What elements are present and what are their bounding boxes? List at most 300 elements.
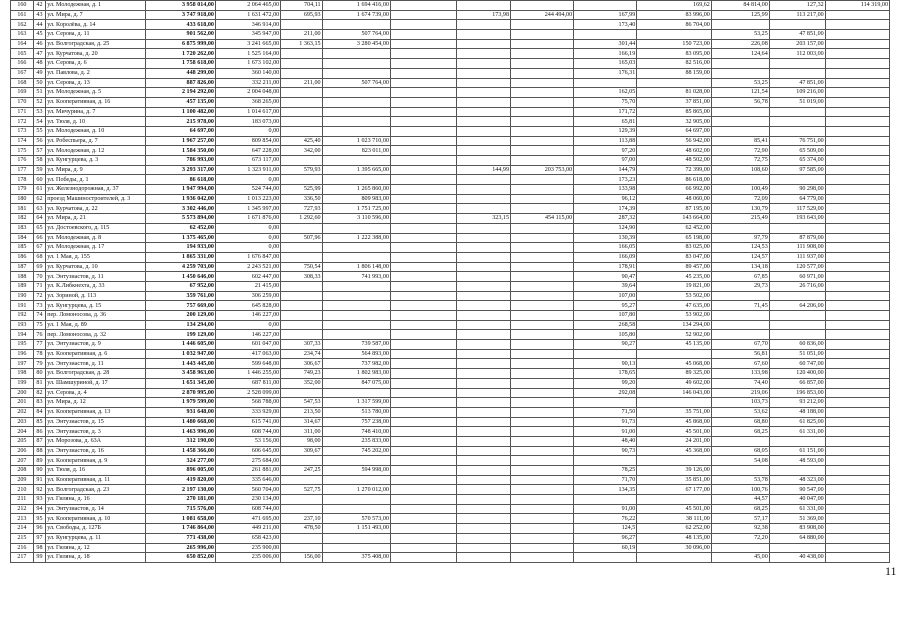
cell-cost-part-3 — [511, 301, 574, 311]
cell-cost-part-3 — [511, 369, 574, 379]
cell-house-number: 76 — [33, 330, 45, 340]
cell-rate-1: 268,58 — [574, 320, 637, 330]
cell-cost-part-2: 1 802 983,00 — [322, 369, 390, 379]
cell-amount-2: 51 051,00 — [769, 349, 825, 359]
cell-empty-col — [390, 330, 456, 340]
table-row — [11, 398, 890, 408]
cell-empty-end — [825, 369, 889, 379]
table-row — [11, 514, 890, 524]
cell-address: ул. Кунгурцева, д. 3 — [46, 156, 145, 166]
cell-cost-part-3 — [511, 107, 574, 117]
cell-amount-2: 61 151,00 — [769, 446, 825, 456]
cell-rate-2: 71,45 — [711, 301, 769, 311]
cell-address: ул. Энтузиастов, д. 9 — [46, 340, 145, 350]
cell-empty-end — [825, 456, 889, 466]
cell-cost-part-2: 1 806 148,00 — [322, 262, 390, 272]
cell-cost-part-2: 809 983,00 — [322, 194, 390, 204]
cell-empty-col — [390, 68, 456, 78]
cell-rate-1: 65,81 — [574, 117, 637, 127]
cell-row-number: 200 — [11, 388, 34, 398]
cell-empty-col — [390, 30, 456, 40]
cell-empty-end — [825, 156, 889, 166]
cell-cost-part-2: 594 998,00 — [322, 466, 390, 476]
cell-cost-part-3 — [511, 156, 574, 166]
cell-empty-col — [390, 475, 456, 485]
cell-empty-col — [390, 417, 456, 427]
cell-area-1: 704,11 — [281, 1, 322, 11]
cell-rate-1: 166,19 — [574, 49, 637, 59]
cell-row-number: 201 — [11, 398, 34, 408]
cell-house-number: 51 — [33, 88, 45, 98]
cell-area-1 — [281, 175, 322, 185]
cell-address: ул. Энтузиастов, д. 15 — [46, 417, 145, 427]
cell-empty-col — [390, 39, 456, 49]
cell-area-1 — [281, 388, 322, 398]
table-row — [11, 359, 890, 369]
table-row — [11, 407, 890, 417]
cell-area-2: 144,99 — [457, 165, 511, 175]
cell-amount-2: 83 908,00 — [769, 524, 825, 534]
cell-area-2 — [457, 301, 511, 311]
cell-area-1: 247,25 — [281, 466, 322, 476]
table-row — [11, 20, 890, 30]
cell-amount-2: 97 585,00 — [769, 165, 825, 175]
table-row — [11, 88, 890, 98]
cell-amount-1: 83 025,00 — [637, 243, 712, 253]
cell-area-1 — [281, 281, 322, 291]
cell-amount-2 — [769, 117, 825, 127]
cell-amount-2: 26 716,00 — [769, 281, 825, 291]
cell-cost-part-1: 809 854,00 — [215, 136, 280, 146]
table-row — [11, 156, 890, 166]
cell-rate-1: 167,99 — [574, 10, 637, 20]
cell-row-number: 161 — [11, 10, 34, 20]
cell-rate-2: 53,62 — [711, 407, 769, 417]
cell-area-1: 727,93 — [281, 204, 322, 214]
cell-amount-2: 61 825,00 — [769, 417, 825, 427]
cell-area-1: 336,50 — [281, 194, 322, 204]
cell-row-number: 164 — [11, 39, 34, 49]
cell-row-number: 210 — [11, 485, 34, 495]
cell-cost-part-3: 244 494,00 — [511, 10, 574, 20]
cell-cost-part-3: 203 753,00 — [511, 165, 574, 175]
cell-area-2 — [457, 156, 511, 166]
cell-cost-part-2 — [322, 175, 390, 185]
cell-rate-2: 67,60 — [711, 359, 769, 369]
cell-empty-end — [825, 311, 889, 321]
cell-area-2 — [457, 398, 511, 408]
cell-address: ул. Гиляна, д. 12 — [46, 543, 145, 553]
cell-amount-1: 66 992,00 — [637, 185, 712, 195]
cell-amount-2: 65 509,00 — [769, 146, 825, 156]
cell-house-number: 68 — [33, 252, 45, 262]
table-row — [11, 175, 890, 185]
cell-cost-part-1: 235 900,00 — [215, 543, 280, 553]
page-number: 11 — [885, 564, 897, 578]
cell-rate-2: 100,76 — [711, 485, 769, 495]
cell-house-number: 84 — [33, 407, 45, 417]
cell-rate-1: 124,90 — [574, 223, 637, 233]
cell-amount-2: 109 216,00 — [769, 88, 825, 98]
cell-amount-2: 87 879,00 — [769, 233, 825, 243]
cell-cost-part-1: 1 673 102,00 — [215, 59, 280, 69]
cell-amount-1: 67 177,00 — [637, 485, 712, 495]
cell-empty-end — [825, 233, 889, 243]
cell-area-2: 173,98 — [457, 10, 511, 20]
cell-address: ул. 1 Мая, д. 155 — [46, 252, 145, 262]
cell-empty-end — [825, 485, 889, 495]
cell-total-cost: 312 190,00 — [145, 436, 215, 446]
cell-rate-2 — [711, 311, 769, 321]
cell-amount-2 — [769, 20, 825, 30]
cell-rate-1: 78,25 — [574, 466, 637, 476]
cell-empty-end — [825, 533, 889, 543]
cell-row-number: 190 — [11, 291, 34, 301]
cell-house-number: 60 — [33, 175, 45, 185]
cell-total-cost: 448 299,00 — [145, 68, 215, 78]
cell-total-cost: 1 480 668,00 — [145, 417, 215, 427]
cell-total-cost: 1 100 482,00 — [145, 107, 215, 117]
cell-empty-end — [825, 495, 889, 505]
cell-empty-end — [825, 291, 889, 301]
cell-area-2 — [457, 175, 511, 185]
cell-rate-1 — [574, 456, 637, 466]
cell-amount-1: 45 135,00 — [637, 340, 712, 350]
cell-empty-col — [390, 349, 456, 359]
cell-area-1 — [281, 330, 322, 340]
cell-total-cost: 215 978,00 — [145, 117, 215, 127]
cell-address: ул. Победы, д. 1 — [46, 175, 145, 185]
cell-rate-2: 226,08 — [711, 39, 769, 49]
cell-cost-part-1: 0,00 — [215, 320, 280, 330]
cell-cost-part-2: 1 751 725,00 — [322, 204, 390, 214]
cell-cost-part-1: 333 929,00 — [215, 407, 280, 417]
cell-area-2 — [457, 427, 511, 437]
cell-address: ул. Шамшуриной, д. 17 — [46, 378, 145, 388]
cell-total-cost: 1 936 042,00 — [145, 194, 215, 204]
cell-area-1 — [281, 88, 322, 98]
cell-rate-2: 29,73 — [711, 281, 769, 291]
cell-rate-1: 171,72 — [574, 107, 637, 117]
cell-cost-part-2: 375 408,00 — [322, 553, 390, 563]
cell-area-1 — [281, 301, 322, 311]
cell-row-number: 197 — [11, 359, 34, 369]
cell-row-number: 217 — [11, 553, 34, 563]
cell-area-1 — [281, 456, 322, 466]
cell-rate-1: 174,39 — [574, 204, 637, 214]
cell-area-2 — [457, 514, 511, 524]
cell-cost-part-1: 1 446 255,00 — [215, 369, 280, 379]
cell-total-cost: 199 129,00 — [145, 330, 215, 340]
cell-rate-2: 45,00 — [711, 553, 769, 563]
cell-empty-col — [390, 514, 456, 524]
cell-house-number: 86 — [33, 427, 45, 437]
cell-cost-part-3 — [511, 495, 574, 505]
cell-row-number: 167 — [11, 68, 34, 78]
cell-amount-2: 120 577,00 — [769, 262, 825, 272]
cell-amount-1: 53 902,00 — [637, 311, 712, 321]
cell-rate-1: 97,00 — [574, 156, 637, 166]
cell-rate-1: 133,98 — [574, 185, 637, 195]
cell-cost-part-2 — [322, 49, 390, 59]
cell-amount-2: 111 937,00 — [769, 252, 825, 262]
cell-empty-end: 114 319,00 — [825, 1, 889, 11]
cell-total-cost: 1 463 996,00 — [145, 427, 215, 437]
cell-house-number: 72 — [33, 291, 45, 301]
cell-amount-1: 48 502,00 — [637, 156, 712, 166]
cell-empty-end — [825, 272, 889, 282]
cell-row-number: 160 — [11, 1, 34, 11]
cell-cost-part-3 — [511, 281, 574, 291]
cell-rate-1: 130,39 — [574, 233, 637, 243]
cell-area-2 — [457, 495, 511, 505]
cell-rate-1: 91,00 — [574, 427, 637, 437]
cell-rate-2: 108,60 — [711, 165, 769, 175]
cell-empty-col — [390, 146, 456, 156]
cell-row-number: 168 — [11, 78, 34, 88]
cell-house-number: 65 — [33, 223, 45, 233]
table-row — [11, 233, 890, 243]
cell-house-number: 46 — [33, 39, 45, 49]
cell-area-1: 307,33 — [281, 340, 322, 350]
cell-cost-part-2 — [322, 252, 390, 262]
cell-house-number: 47 — [33, 49, 45, 59]
cell-empty-col — [390, 156, 456, 166]
cell-address: ул. Мичурина, д. 7 — [46, 107, 145, 117]
cell-row-number: 182 — [11, 214, 34, 224]
cell-area-2 — [457, 291, 511, 301]
cell-rate-1: 75,70 — [574, 97, 637, 107]
cell-area-2 — [457, 311, 511, 321]
cell-cost-part-3 — [511, 252, 574, 262]
cell-cost-part-1: 146 227,00 — [215, 330, 280, 340]
cell-rate-1: 90,27 — [574, 340, 637, 350]
cell-total-cost: 887 826,00 — [145, 78, 215, 88]
cell-empty-col — [390, 291, 456, 301]
cell-area-1: 314,67 — [281, 417, 322, 427]
cell-rate-2: 100,49 — [711, 185, 769, 195]
cell-total-cost: 5 573 894,00 — [145, 214, 215, 224]
cell-total-cost: 1 032 947,00 — [145, 349, 215, 359]
cell-amount-1: 85 865,00 — [637, 107, 712, 117]
cell-area-2 — [457, 388, 511, 398]
cell-total-cost: 1 967 257,00 — [145, 136, 215, 146]
cell-rate-1: 166,09 — [574, 252, 637, 262]
cell-area-1 — [281, 97, 322, 107]
cell-amount-1: 45 868,00 — [637, 417, 712, 427]
cell-house-number: 73 — [33, 301, 45, 311]
cell-rate-2: 84 814,00 — [711, 1, 769, 11]
cell-address: ул. Зориной, д. 113 — [46, 291, 145, 301]
cell-cost-part-1: 471 695,00 — [215, 514, 280, 524]
cell-empty-end — [825, 88, 889, 98]
cell-amount-1: 45 501,00 — [637, 504, 712, 514]
cell-cost-part-1: 673 117,00 — [215, 156, 280, 166]
cell-area-1: 478,50 — [281, 524, 322, 534]
cell-row-number: 171 — [11, 107, 34, 117]
cell-area-1: 579,93 — [281, 165, 322, 175]
cell-empty-end — [825, 185, 889, 195]
cell-amount-1: 62 452,00 — [637, 223, 712, 233]
cell-empty-col — [390, 407, 456, 417]
cell-rate-2: 68,25 — [711, 427, 769, 437]
table-row — [11, 485, 890, 495]
cell-address: ул. Курчатова, д. 22 — [46, 204, 145, 214]
cell-address: ул. Энтузиастов, д. 11 — [46, 272, 145, 282]
cell-rate-1: 166,05 — [574, 243, 637, 253]
cell-amount-1: 87 195,00 — [637, 204, 712, 214]
table-row — [11, 146, 890, 156]
cell-row-number: 206 — [11, 446, 34, 456]
cell-empty-end — [825, 30, 889, 40]
cell-total-cost: 4 259 703,00 — [145, 262, 215, 272]
cell-area-1: 507,96 — [281, 233, 322, 243]
cell-cost-part-2 — [322, 533, 390, 543]
cell-area-1 — [281, 126, 322, 136]
cell-rate-1 — [574, 30, 637, 40]
cell-address: ул. Волгоградская, д. 23 — [46, 485, 145, 495]
cell-area-1: 234,74 — [281, 349, 322, 359]
table-row — [11, 126, 890, 136]
cell-area-2 — [457, 136, 511, 146]
cell-address: ул. Мира, д. 9 — [46, 165, 145, 175]
cell-address: ул. Робеспьера, д. 7 — [46, 136, 145, 146]
cell-rate-2 — [711, 175, 769, 185]
cell-rate-1: 91,00 — [574, 504, 637, 514]
cell-cost-part-1: 599 648,00 — [215, 359, 280, 369]
cell-cost-part-2: 1 265 860,00 — [322, 185, 390, 195]
cell-row-number: 174 — [11, 136, 34, 146]
cell-cost-part-3 — [511, 320, 574, 330]
cell-row-number: 194 — [11, 330, 34, 340]
cell-amount-2: 51 019,00 — [769, 97, 825, 107]
cell-area-2 — [457, 504, 511, 514]
cell-row-number: 209 — [11, 475, 34, 485]
table-row — [11, 59, 890, 69]
cell-cost-part-1: 332 211,00 — [215, 78, 280, 88]
cell-amount-1: 45 068,00 — [637, 359, 712, 369]
cell-total-cost: 86 618,00 — [145, 175, 215, 185]
cell-rate-2: 68,05 — [711, 446, 769, 456]
cell-area-2 — [457, 243, 511, 253]
cell-cost-part-3 — [511, 1, 574, 11]
cell-amount-2 — [769, 291, 825, 301]
cell-house-number: 98 — [33, 543, 45, 553]
cell-total-cost: 1 446 605,00 — [145, 340, 215, 350]
cell-cost-part-2 — [322, 291, 390, 301]
cell-rate-1: 97,20 — [574, 146, 637, 156]
cell-area-1: 352,00 — [281, 378, 322, 388]
cell-rate-2: 125,99 — [711, 10, 769, 20]
cell-amount-2 — [769, 126, 825, 136]
cell-rate-2 — [711, 330, 769, 340]
cell-row-number: 186 — [11, 252, 34, 262]
cell-empty-col — [390, 456, 456, 466]
cell-house-number: 96 — [33, 524, 45, 534]
cell-area-2 — [457, 340, 511, 350]
cell-rate-1 — [574, 553, 637, 563]
cell-house-number: 74 — [33, 311, 45, 321]
cell-total-cost: 786 993,00 — [145, 156, 215, 166]
cell-rate-1: 134,35 — [574, 485, 637, 495]
cell-rate-2: 44,57 — [711, 495, 769, 505]
cell-amount-1: 89 325,00 — [637, 369, 712, 379]
cell-amount-1: 72 399,00 — [637, 165, 712, 175]
cell-cost-part-1: 0,00 — [215, 175, 280, 185]
cell-cost-part-2: 748 410,00 — [322, 427, 390, 437]
cell-rate-1: 60,19 — [574, 543, 637, 553]
cell-rate-2: 72,20 — [711, 533, 769, 543]
cell-total-cost: 901 562,00 — [145, 30, 215, 40]
cell-rate-1: 165,03 — [574, 59, 637, 69]
cell-house-number: 80 — [33, 369, 45, 379]
table-row — [11, 524, 890, 534]
cell-house-number: 49 — [33, 68, 45, 78]
cell-cost-part-3 — [511, 436, 574, 446]
cell-row-number: 177 — [11, 165, 34, 175]
cell-house-number: 77 — [33, 340, 45, 350]
cell-area-1 — [281, 533, 322, 543]
cell-area-1: 213,50 — [281, 407, 322, 417]
cell-rate-1: 91,73 — [574, 417, 637, 427]
cell-cost-part-2 — [322, 388, 390, 398]
cell-area-2 — [457, 126, 511, 136]
cell-empty-col — [390, 194, 456, 204]
cell-empty-col — [390, 272, 456, 282]
cell-address: проезд Машиностроителей, д. 3 — [46, 194, 145, 204]
cell-area-1 — [281, 68, 322, 78]
cell-cost-part-3 — [511, 59, 574, 69]
cell-amount-2 — [769, 311, 825, 321]
cell-rate-2: 124,53 — [711, 243, 769, 253]
cell-rate-2: 72,75 — [711, 156, 769, 166]
cell-row-number: 163 — [11, 30, 34, 40]
cell-house-number: 52 — [33, 97, 45, 107]
cell-cost-part-1: 21 415,00 — [215, 281, 280, 291]
cell-empty-end — [825, 117, 889, 127]
cell-area-1 — [281, 495, 322, 505]
cell-cost-part-2 — [322, 68, 390, 78]
cell-amount-1: 39 126,00 — [637, 466, 712, 476]
table-row — [11, 446, 890, 456]
cell-area-1 — [281, 59, 322, 69]
table-row — [11, 533, 890, 543]
cell-cost-part-3 — [511, 378, 574, 388]
cell-empty-col — [390, 524, 456, 534]
cell-cost-part-3 — [511, 524, 574, 534]
cell-total-cost: 3 293 317,00 — [145, 165, 215, 175]
cell-area-1: 211,00 — [281, 78, 322, 88]
cell-amount-2 — [769, 320, 825, 330]
cell-amount-1: 48 135,00 — [637, 533, 712, 543]
cell-area-1 — [281, 252, 322, 262]
cell-amount-1: 47 635,00 — [637, 301, 712, 311]
cell-row-number: 175 — [11, 146, 34, 156]
cell-cost-part-3 — [511, 388, 574, 398]
cell-house-number: 89 — [33, 456, 45, 466]
cell-amount-1: 83 047,00 — [637, 252, 712, 262]
cell-amount-2: 193 643,00 — [769, 214, 825, 224]
cell-area-1 — [281, 320, 322, 330]
cell-area-1 — [281, 223, 322, 233]
cell-cost-part-2: 1 270 012,00 — [322, 485, 390, 495]
cell-empty-end — [825, 223, 889, 233]
cell-rate-2 — [711, 20, 769, 30]
cell-cost-part-2 — [322, 311, 390, 321]
cell-house-number: 97 — [33, 533, 45, 543]
cell-area-2 — [457, 436, 511, 446]
cell-empty-col — [390, 126, 456, 136]
